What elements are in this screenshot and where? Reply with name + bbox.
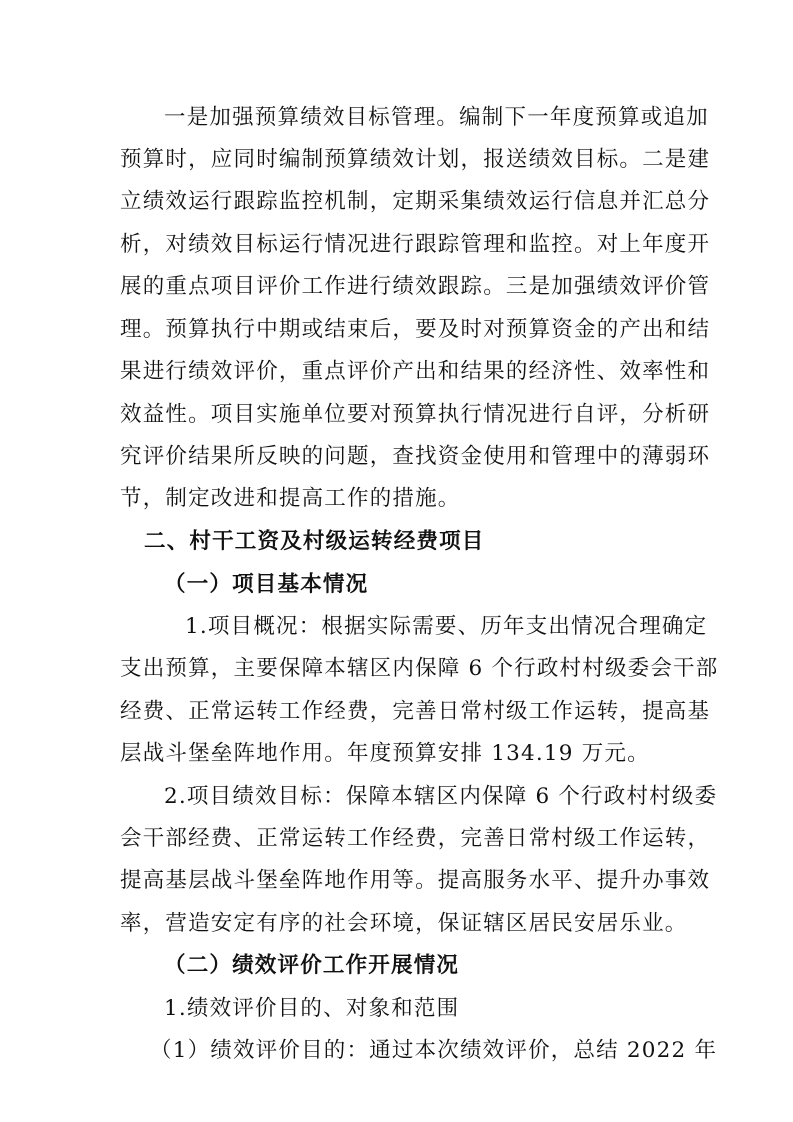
paragraph-line: 一是加强预算绩效目标管理。编制下一年度预算或追加: [164, 105, 709, 130]
paragraph-line: 层战斗堡垒阵地作用。年度预算安排 134.19 万元。: [120, 741, 650, 766]
subsection-heading: （一）项目基本情况: [164, 572, 369, 597]
paragraph-line: 节，制定改进和提高工作的措施。: [120, 486, 461, 511]
paragraph-line: 究评价结果所反映的问题，查找资金使用和管理中的薄弱环: [120, 444, 711, 469]
paragraph-line: 1.项目概况：根据实际需要、历年支出情况合理确定: [185, 614, 708, 639]
paragraph-line: 预算时，应同时编制预算绩效计划，报送绩效目标。二是建: [120, 147, 711, 172]
paragraph-line: 提高基层战斗堡垒阵地作用等。提高服务水平、提升办事效: [120, 868, 711, 893]
paragraph-line: （1）绩效评价目的：通过本次绩效评价，总结 2022 年: [150, 1038, 718, 1063]
subsection-heading: （二）绩效评价工作开展情况: [164, 953, 460, 978]
paragraph-line: 会干部经费、正常运转工作经费，完善日常村级工作运转，: [120, 826, 711, 851]
paragraph-line: 立绩效运行跟踪监控机制，定期采集绩效运行信息并汇总分: [120, 189, 711, 214]
paragraph-line: 析，对绩效目标运行情况进行跟踪管理和监控。对上年度开: [120, 232, 711, 257]
paragraph-line: 果进行绩效评价，重点评价产出和结果的经济性、效率性和: [120, 359, 711, 384]
paragraph-line: 展的重点项目评价工作进行绩效跟踪。三是加强绩效评价管: [120, 274, 711, 299]
paragraph-line: 经费、正常运转工作经费，完善日常村级工作运转，提高基: [120, 699, 711, 724]
section-heading: 二、村干工资及村级运转经费项目: [144, 529, 485, 554]
paragraph-line: 效益性。项目实施单位要对预算执行情况进行自评，分析研: [120, 402, 711, 427]
paragraph-line: 率，营造安定有序的社会环境，保证辖区居民安居乐业。: [120, 911, 688, 936]
paragraph-line: 支出预算，主要保障本辖区内保障 6 个行政村村级委会干部: [120, 656, 719, 681]
paragraph-line: 2.项目绩效目标：保障本辖区内保障 6 个行政村村级委: [164, 784, 718, 809]
paragraph-line: 理。预算执行中期或结束后，要及时对预算资金的产出和结: [120, 317, 711, 342]
paragraph-line: 1.绩效评价目的、对象和范围: [164, 996, 460, 1021]
